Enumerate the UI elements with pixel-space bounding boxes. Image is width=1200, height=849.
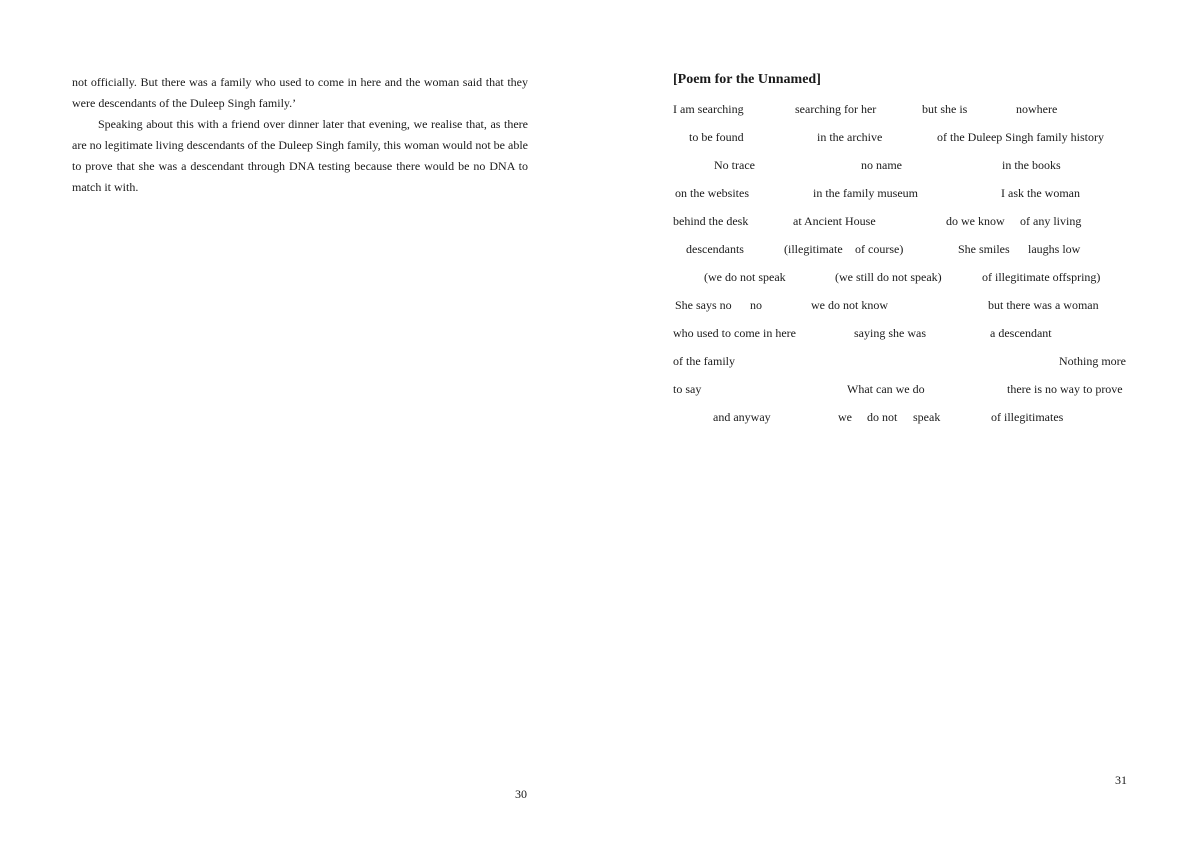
poem-fragment: No trace — [714, 158, 755, 172]
poem-fragment: nowhere — [1016, 102, 1058, 116]
poem-fragment: no — [750, 298, 762, 312]
poem-fragment: descendants — [686, 242, 744, 256]
page-number-left: 30 — [515, 787, 527, 801]
poem-fragment: saying she was — [854, 326, 926, 340]
paragraph-2: Speaking about this with a friend over dinner later that evening, we realise that, as there are no legitimate living descendants of the Duleep Singh family, this woman would not be able to prove that she was a descendant through DNA testing because there would be no DNA to match it with. — [72, 117, 528, 194]
poem-fragment: in the family museum — [813, 186, 918, 200]
poem-fragment: we — [838, 410, 852, 424]
poem-fragment: and anyway — [713, 410, 771, 424]
right-page — [600, 0, 1200, 849]
poem-fragment: She smiles — [958, 242, 1010, 256]
poem-fragment: Nothing more — [1059, 354, 1126, 368]
poem-fragment: behind the desk — [673, 214, 749, 228]
poem-fragment: no name — [861, 158, 902, 172]
poem-fragment: of the Duleep Singh family history — [937, 130, 1104, 144]
poem-fragment: (illegitimate — [784, 242, 843, 256]
poem-fragment: of any living — [1020, 214, 1082, 228]
poem-fragment: but she is — [922, 102, 968, 116]
poem-line — [600, 183, 1200, 203]
poem-fragment: a descendant — [990, 326, 1052, 340]
poem-line — [600, 211, 1200, 231]
poem-fragment: we do not know — [811, 298, 888, 312]
poem-line — [600, 295, 1200, 315]
poem-fragment: of course) — [855, 242, 904, 256]
poem-fragment: of illegitimate offspring) — [982, 270, 1101, 284]
poem-fragment: who used to come in here — [673, 326, 796, 340]
poem-fragment: to say — [673, 382, 702, 396]
paragraph-1: not officially. But there was a family who used to come in here and the woman said that they were descendants of the Duleep Singh family.’ — [72, 75, 528, 110]
page-number-right: 31 — [1115, 773, 1127, 787]
poem-fragment: at Ancient House — [793, 214, 876, 228]
poem-fragment: laughs low — [1028, 242, 1081, 256]
poem-line — [600, 323, 1200, 343]
poem-fragment: She says no — [675, 298, 732, 312]
poem-fragment: of illegitimates — [991, 410, 1064, 424]
poem-line — [600, 239, 1200, 259]
poem-fragment: (we do not speak — [704, 270, 786, 284]
poem-fragment: speak — [913, 410, 941, 424]
poem-line — [600, 99, 1200, 119]
poem-line — [600, 127, 1200, 147]
poem-fragment: do we know — [946, 214, 1005, 228]
poem-fragment: I ask the woman — [1001, 186, 1080, 200]
poem-line — [600, 351, 1200, 371]
poem-fragment: searching for her — [795, 102, 877, 116]
poem-fragment: on the websites — [675, 186, 749, 200]
poem-fragment: do not — [867, 410, 898, 424]
poem-fragment: What can we do — [847, 382, 925, 396]
poem-title: [Poem for the Unnamed] — [673, 72, 821, 87]
poem-fragment: there is no way to prove — [1007, 382, 1123, 396]
poem-line — [600, 407, 1200, 427]
poem-fragment: I am searching — [673, 102, 744, 116]
poem-line — [600, 379, 1200, 399]
poem-fragment: of the family — [673, 354, 735, 368]
poem-fragment: in the books — [1002, 158, 1061, 172]
poem-fragment: (we still do not speak) — [835, 270, 942, 284]
poem-line — [600, 267, 1200, 287]
poem-fragment: but there was a woman — [988, 298, 1099, 312]
prose-body — [72, 72, 528, 198]
poem-line — [600, 155, 1200, 175]
poem-fragment: in the archive — [817, 130, 883, 144]
poem-fragment: to be found — [689, 130, 744, 144]
